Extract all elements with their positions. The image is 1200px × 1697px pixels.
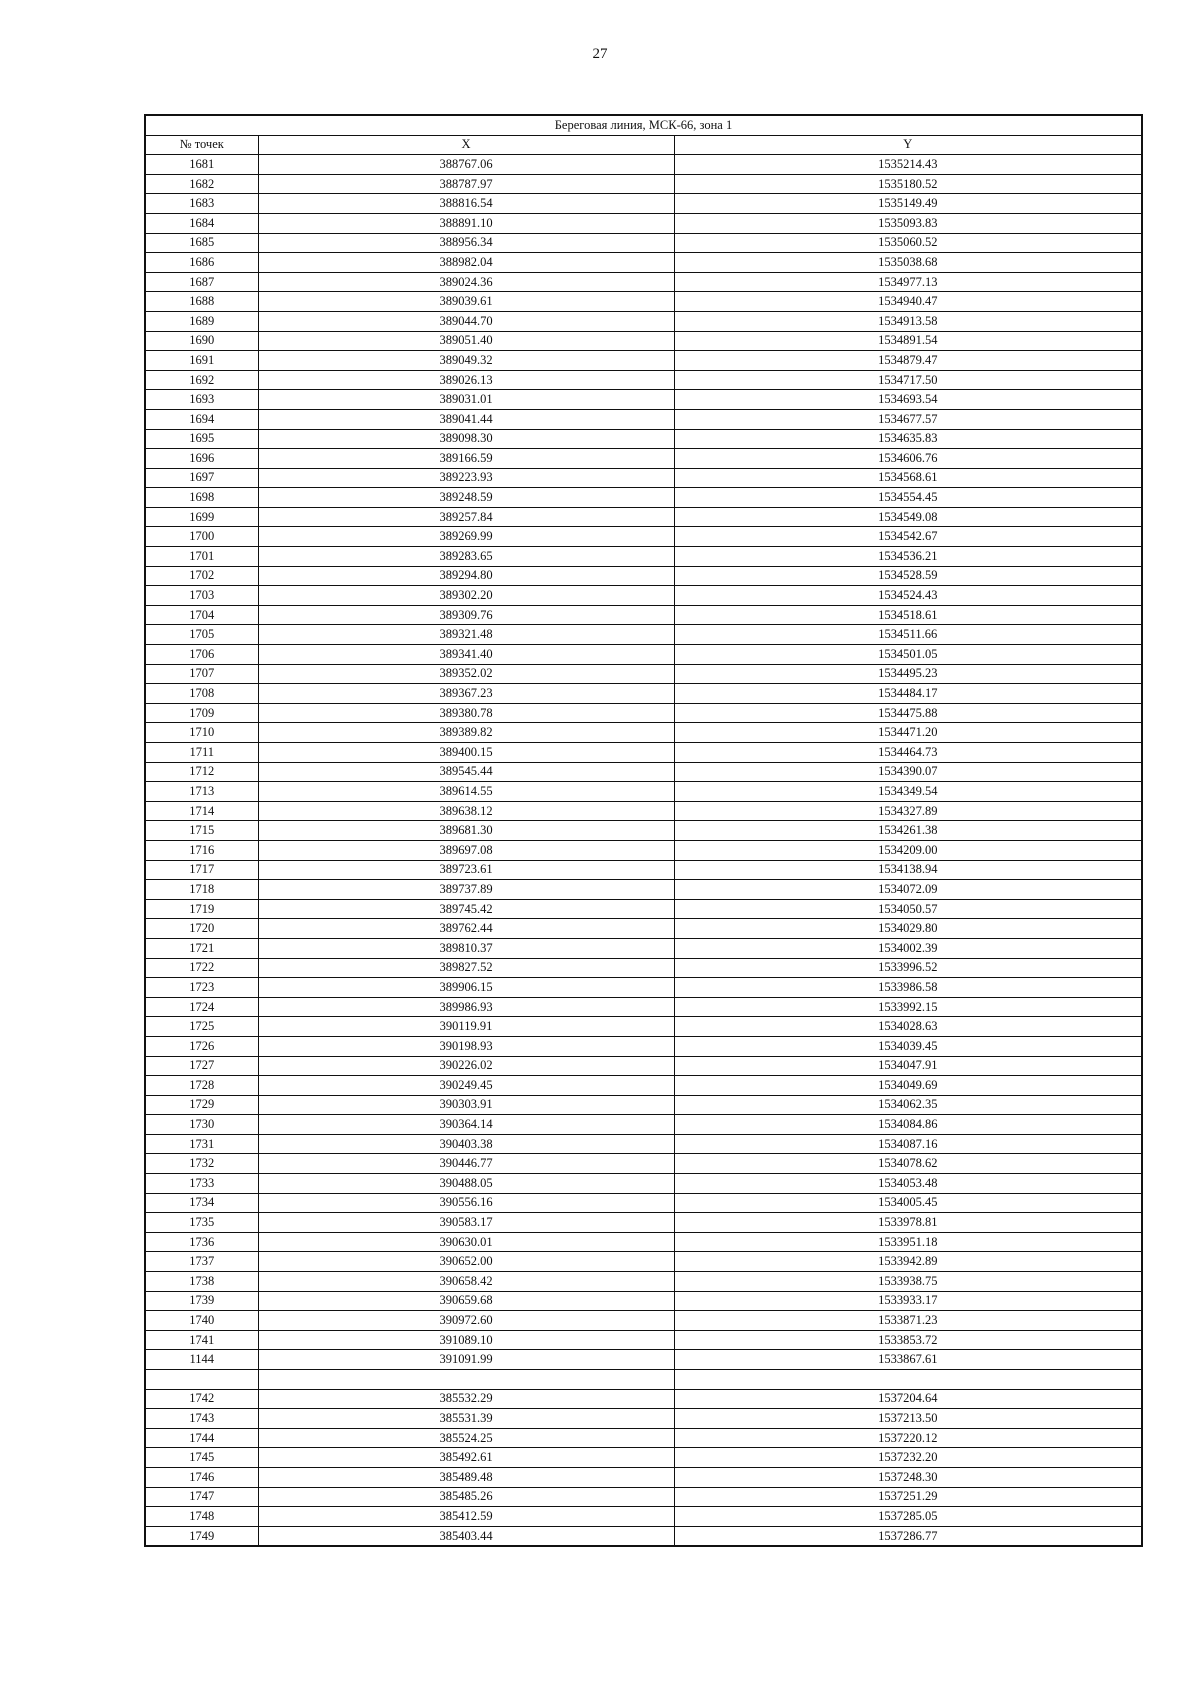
y-coordinate-cell: 1534554.45 <box>674 488 1142 508</box>
y-coordinate-cell: 1534002.39 <box>674 938 1142 958</box>
point-number-cell: 1717 <box>145 860 258 880</box>
coordinates-table <box>144 114 1143 1547</box>
y-coordinate-cell: 1537285.05 <box>674 1507 1142 1527</box>
point-number-cell: 1726 <box>145 1036 258 1056</box>
point-number-cell: 1681 <box>145 155 258 175</box>
x-coordinate-cell: 388787.97 <box>258 174 674 194</box>
table-row <box>145 958 1142 978</box>
y-coordinate-cell: 1534053.48 <box>674 1174 1142 1194</box>
y-coordinate-cell: 1533938.75 <box>674 1272 1142 1292</box>
table-row <box>145 1017 1142 1037</box>
point-number-cell: 1705 <box>145 625 258 645</box>
y-coordinate-cell: 1534028.63 <box>674 1017 1142 1037</box>
y-coordinate-cell: 1534549.08 <box>674 507 1142 527</box>
point-number-cell: 1697 <box>145 468 258 488</box>
table-row <box>145 488 1142 508</box>
table-row <box>145 1409 1142 1429</box>
x-coordinate-cell: 389986.93 <box>258 997 674 1017</box>
table-row <box>145 821 1142 841</box>
y-coordinate-cell: 1533942.89 <box>674 1252 1142 1272</box>
point-number-cell: 1739 <box>145 1291 258 1311</box>
x-coordinate-cell: 390658.42 <box>258 1272 674 1292</box>
y-coordinate-cell: 1534138.94 <box>674 860 1142 880</box>
table-row <box>145 1428 1142 1448</box>
x-coordinate-cell: 389389.82 <box>258 723 674 743</box>
y-coordinate-cell: 1537251.29 <box>674 1487 1142 1507</box>
point-number-cell: 1749 <box>145 1526 258 1546</box>
table-row <box>145 605 1142 625</box>
y-coordinate-cell: 1533978.81 <box>674 1213 1142 1233</box>
table-header-row <box>145 135 1142 155</box>
y-coordinate-cell: 1534005.45 <box>674 1193 1142 1213</box>
y-coordinate-cell: 1534390.07 <box>674 762 1142 782</box>
point-number-cell: 1685 <box>145 233 258 253</box>
table-row <box>145 253 1142 273</box>
y-coordinate-cell: 1534879.47 <box>674 351 1142 371</box>
y-coordinate-cell: 1537286.77 <box>674 1526 1142 1546</box>
y-coordinate-cell: 1537220.12 <box>674 1428 1142 1448</box>
point-number-cell: 1695 <box>145 429 258 449</box>
point-number-cell: 1696 <box>145 449 258 469</box>
table-row <box>145 625 1142 645</box>
table-row <box>145 684 1142 704</box>
point-number-cell: 1682 <box>145 174 258 194</box>
point-number-cell: 1710 <box>145 723 258 743</box>
table-row <box>145 1330 1142 1350</box>
point-number-cell: 1690 <box>145 331 258 351</box>
point-number-cell: 1740 <box>145 1311 258 1331</box>
y-coordinate-cell: 1534635.83 <box>674 429 1142 449</box>
y-coordinate-cell: 1533986.58 <box>674 978 1142 998</box>
x-coordinate-cell: 390226.02 <box>258 1056 674 1076</box>
x-coordinate-cell: 388982.04 <box>258 253 674 273</box>
table-row <box>145 1174 1142 1194</box>
y-coordinate-cell: 1534047.91 <box>674 1056 1142 1076</box>
x-coordinate-cell: 389098.30 <box>258 429 674 449</box>
point-number-cell: 1688 <box>145 292 258 312</box>
table-row <box>145 919 1142 939</box>
point-number-cell: 1703 <box>145 586 258 606</box>
table-row <box>145 1272 1142 1292</box>
x-coordinate-cell: 389049.32 <box>258 351 674 371</box>
x-coordinate-cell: 389400.15 <box>258 743 674 763</box>
x-coordinate-cell: 390652.00 <box>258 1252 674 1272</box>
header-x: X <box>258 135 674 155</box>
y-coordinate-cell: 1534084.86 <box>674 1115 1142 1135</box>
x-coordinate-cell: 390364.14 <box>258 1115 674 1135</box>
y-coordinate-cell: 1537248.30 <box>674 1467 1142 1487</box>
point-number-cell: 1713 <box>145 782 258 802</box>
x-coordinate-cell: 390488.05 <box>258 1174 674 1194</box>
table-row <box>145 449 1142 469</box>
y-coordinate-cell: 1534484.17 <box>674 684 1142 704</box>
page-number: 27 <box>592 46 608 62</box>
table-row <box>145 507 1142 527</box>
table-row <box>145 664 1142 684</box>
table-row <box>145 1487 1142 1507</box>
x-coordinate-cell: 390583.17 <box>258 1213 674 1233</box>
y-coordinate-cell: 1534528.59 <box>674 566 1142 586</box>
x-coordinate-cell: 389044.70 <box>258 311 674 331</box>
y-coordinate-cell: 1534542.67 <box>674 527 1142 547</box>
table-row <box>145 1507 1142 1527</box>
point-number-cell: 1747 <box>145 1487 258 1507</box>
y-coordinate-cell: 1534049.69 <box>674 1076 1142 1096</box>
table-row <box>145 978 1142 998</box>
table-row <box>145 233 1142 253</box>
x-coordinate-cell: 385524.25 <box>258 1428 674 1448</box>
x-coordinate-cell: 389166.59 <box>258 449 674 469</box>
x-coordinate-cell: 389041.44 <box>258 409 674 429</box>
y-coordinate-cell: 1533992.15 <box>674 997 1142 1017</box>
y-coordinate-cell: 1537232.20 <box>674 1448 1142 1468</box>
table-row <box>145 1095 1142 1115</box>
table-title: Береговая линия, МСК-66, зона 1 <box>145 115 1142 135</box>
point-number-cell: 1702 <box>145 566 258 586</box>
table-row <box>145 782 1142 802</box>
point-number-cell: 1144 <box>145 1350 258 1370</box>
table-row <box>145 1056 1142 1076</box>
y-coordinate-cell: 1534511.66 <box>674 625 1142 645</box>
x-coordinate-cell: 391091.99 <box>258 1350 674 1370</box>
x-coordinate-cell: 389257.84 <box>258 507 674 527</box>
x-coordinate-cell: 389321.48 <box>258 625 674 645</box>
point-number-cell: 1689 <box>145 311 258 331</box>
point-number-cell: 1730 <box>145 1115 258 1135</box>
x-coordinate-cell: 390303.91 <box>258 1095 674 1115</box>
point-number-cell: 1741 <box>145 1330 258 1350</box>
point-number-cell: 1684 <box>145 213 258 233</box>
x-coordinate-cell: 389051.40 <box>258 331 674 351</box>
x-coordinate-cell: 388816.54 <box>258 194 674 214</box>
y-coordinate-cell: 1534327.89 <box>674 801 1142 821</box>
x-coordinate-cell: 389294.80 <box>258 566 674 586</box>
x-coordinate-cell: 390556.16 <box>258 1193 674 1213</box>
y-coordinate-cell: 1534693.54 <box>674 390 1142 410</box>
point-number-cell: 1729 <box>145 1095 258 1115</box>
y-coordinate-cell: 1534062.35 <box>674 1095 1142 1115</box>
x-coordinate-cell: 389697.08 <box>258 840 674 860</box>
x-coordinate-cell: 390659.68 <box>258 1291 674 1311</box>
point-number-cell: 1732 <box>145 1154 258 1174</box>
table-row <box>145 1134 1142 1154</box>
point-number-cell: 1698 <box>145 488 258 508</box>
y-coordinate-cell: 1535093.83 <box>674 213 1142 233</box>
point-number-cell: 1716 <box>145 840 258 860</box>
table-row <box>145 174 1142 194</box>
x-coordinate-cell: 389681.30 <box>258 821 674 841</box>
table-row <box>145 1448 1142 1468</box>
x-coordinate-cell: 388767.06 <box>258 155 674 175</box>
point-number-cell: 1723 <box>145 978 258 998</box>
table-row <box>145 1115 1142 1135</box>
x-coordinate-cell: 389827.52 <box>258 958 674 978</box>
y-coordinate-cell: 1533996.52 <box>674 958 1142 978</box>
table-row <box>145 547 1142 567</box>
y-coordinate-cell: 1534471.20 <box>674 723 1142 743</box>
point-number-cell: 1731 <box>145 1134 258 1154</box>
y-coordinate-cell: 1534606.76 <box>674 449 1142 469</box>
point-number-cell: 1745 <box>145 1448 258 1468</box>
y-coordinate-cell: 1534977.13 <box>674 272 1142 292</box>
y-coordinate-cell: 1535149.49 <box>674 194 1142 214</box>
x-coordinate-cell: 385492.61 <box>258 1448 674 1468</box>
point-number-cell: 1727 <box>145 1056 258 1076</box>
y-coordinate-cell: 1534029.80 <box>674 919 1142 939</box>
point-number-cell: 1714 <box>145 801 258 821</box>
y-coordinate-cell: 1535038.68 <box>674 253 1142 273</box>
x-coordinate-cell: 389380.78 <box>258 703 674 723</box>
y-coordinate-cell: 1534717.50 <box>674 370 1142 390</box>
x-coordinate-cell: 389638.12 <box>258 801 674 821</box>
point-number-cell: 1701 <box>145 547 258 567</box>
point-number-cell: 1722 <box>145 958 258 978</box>
point-number-cell: 1728 <box>145 1076 258 1096</box>
point-number-cell: 1711 <box>145 743 258 763</box>
point-number-cell: 1725 <box>145 1017 258 1037</box>
x-coordinate-cell: 390446.77 <box>258 1154 674 1174</box>
y-coordinate-cell: 1534475.88 <box>674 703 1142 723</box>
table-row <box>145 1291 1142 1311</box>
table-row <box>145 1193 1142 1213</box>
y-coordinate-cell: 1534039.45 <box>674 1036 1142 1056</box>
y-coordinate-cell: 1534568.61 <box>674 468 1142 488</box>
table-row <box>145 1213 1142 1233</box>
x-coordinate-cell: 389283.65 <box>258 547 674 567</box>
x-coordinate-cell <box>258 1370 674 1390</box>
point-number-cell <box>145 1370 258 1390</box>
point-number-cell: 1712 <box>145 762 258 782</box>
x-coordinate-cell: 389762.44 <box>258 919 674 939</box>
y-coordinate-cell: 1534913.58 <box>674 311 1142 331</box>
x-coordinate-cell: 389269.99 <box>258 527 674 547</box>
y-coordinate-cell: 1535180.52 <box>674 174 1142 194</box>
table-row <box>145 331 1142 351</box>
x-coordinate-cell: 389341.40 <box>258 645 674 665</box>
x-coordinate-cell: 389614.55 <box>258 782 674 802</box>
y-coordinate-cell: 1534087.16 <box>674 1134 1142 1154</box>
table-row <box>145 311 1142 331</box>
y-coordinate-cell: 1537204.64 <box>674 1389 1142 1409</box>
x-coordinate-cell: 389810.37 <box>258 938 674 958</box>
y-coordinate-cell: 1533951.18 <box>674 1232 1142 1252</box>
y-coordinate-cell: 1534524.43 <box>674 586 1142 606</box>
y-coordinate-cell: 1533871.23 <box>674 1311 1142 1331</box>
table-title-row <box>145 115 1142 135</box>
point-number-cell: 1744 <box>145 1428 258 1448</box>
x-coordinate-cell: 389745.42 <box>258 899 674 919</box>
table-row <box>145 1350 1142 1370</box>
table-row <box>145 1252 1142 1272</box>
y-coordinate-cell: 1534536.21 <box>674 547 1142 567</box>
y-coordinate-cell: 1534495.23 <box>674 664 1142 684</box>
x-coordinate-cell: 385531.39 <box>258 1409 674 1429</box>
x-coordinate-cell: 389039.61 <box>258 292 674 312</box>
y-coordinate-cell: 1535214.43 <box>674 155 1142 175</box>
table-row <box>145 801 1142 821</box>
header-y: Y <box>674 135 1142 155</box>
table-row <box>145 272 1142 292</box>
point-number-cell: 1686 <box>145 253 258 273</box>
table-row <box>145 213 1142 233</box>
x-coordinate-cell: 385532.29 <box>258 1389 674 1409</box>
point-number-cell: 1708 <box>145 684 258 704</box>
y-coordinate-cell: 1533933.17 <box>674 1291 1142 1311</box>
point-number-cell: 1709 <box>145 703 258 723</box>
x-coordinate-cell: 388956.34 <box>258 233 674 253</box>
point-number-cell: 1737 <box>145 1252 258 1272</box>
y-coordinate-cell <box>674 1370 1142 1390</box>
x-coordinate-cell: 389024.36 <box>258 272 674 292</box>
point-number-cell: 1735 <box>145 1213 258 1233</box>
x-coordinate-cell: 388891.10 <box>258 213 674 233</box>
table-row <box>145 155 1142 175</box>
table-row <box>145 703 1142 723</box>
y-coordinate-cell: 1534349.54 <box>674 782 1142 802</box>
y-coordinate-cell: 1535060.52 <box>674 233 1142 253</box>
point-number-cell: 1694 <box>145 409 258 429</box>
table-row <box>145 997 1142 1017</box>
x-coordinate-cell: 389737.89 <box>258 880 674 900</box>
header-point-number: № точек <box>145 135 258 155</box>
point-number-cell: 1704 <box>145 605 258 625</box>
y-coordinate-cell: 1534940.47 <box>674 292 1142 312</box>
x-coordinate-cell: 391089.10 <box>258 1330 674 1350</box>
x-coordinate-cell: 390119.91 <box>258 1017 674 1037</box>
point-number-cell: 1734 <box>145 1193 258 1213</box>
y-coordinate-cell: 1534518.61 <box>674 605 1142 625</box>
point-number-cell: 1718 <box>145 880 258 900</box>
y-coordinate-cell: 1533867.61 <box>674 1350 1142 1370</box>
x-coordinate-cell: 390198.93 <box>258 1036 674 1056</box>
table-row <box>145 468 1142 488</box>
x-coordinate-cell: 389906.15 <box>258 978 674 998</box>
table-row <box>145 860 1142 880</box>
table-row <box>145 840 1142 860</box>
point-number-cell: 1721 <box>145 938 258 958</box>
x-coordinate-cell: 389367.23 <box>258 684 674 704</box>
point-number-cell: 1706 <box>145 645 258 665</box>
table-body <box>145 155 1142 1547</box>
table-row <box>145 1076 1142 1096</box>
table-row <box>145 409 1142 429</box>
table-row <box>145 390 1142 410</box>
y-coordinate-cell: 1534501.05 <box>674 645 1142 665</box>
point-number-cell: 1707 <box>145 664 258 684</box>
table-row <box>145 351 1142 371</box>
table-row <box>145 1389 1142 1409</box>
point-number-cell: 1683 <box>145 194 258 214</box>
x-coordinate-cell: 389026.13 <box>258 370 674 390</box>
table-row <box>145 743 1142 763</box>
point-number-cell: 1743 <box>145 1409 258 1429</box>
y-coordinate-cell: 1534078.62 <box>674 1154 1142 1174</box>
table-row <box>145 1036 1142 1056</box>
x-coordinate-cell: 385412.59 <box>258 1507 674 1527</box>
point-number-cell: 1742 <box>145 1389 258 1409</box>
point-number-cell: 1691 <box>145 351 258 371</box>
point-number-cell: 1724 <box>145 997 258 1017</box>
table-row <box>145 1232 1142 1252</box>
point-number-cell: 1692 <box>145 370 258 390</box>
x-coordinate-cell: 390630.01 <box>258 1232 674 1252</box>
x-coordinate-cell: 389248.59 <box>258 488 674 508</box>
table-row <box>145 194 1142 214</box>
table-row <box>145 645 1142 665</box>
table-row <box>145 586 1142 606</box>
table-row <box>145 370 1142 390</box>
point-number-cell: 1715 <box>145 821 258 841</box>
x-coordinate-cell: 389545.44 <box>258 762 674 782</box>
point-number-cell: 1699 <box>145 507 258 527</box>
x-coordinate-cell: 389031.01 <box>258 390 674 410</box>
table-row <box>145 1154 1142 1174</box>
y-coordinate-cell: 1534050.57 <box>674 899 1142 919</box>
x-coordinate-cell: 390403.38 <box>258 1134 674 1154</box>
point-number-cell: 1736 <box>145 1232 258 1252</box>
table-row <box>145 527 1142 547</box>
table-row <box>145 723 1142 743</box>
point-number-cell: 1746 <box>145 1467 258 1487</box>
x-coordinate-cell: 389223.93 <box>258 468 674 488</box>
point-number-cell: 1748 <box>145 1507 258 1527</box>
y-coordinate-cell: 1534072.09 <box>674 880 1142 900</box>
x-coordinate-cell: 385403.44 <box>258 1526 674 1546</box>
x-coordinate-cell: 389723.61 <box>258 860 674 880</box>
table-row <box>145 1526 1142 1546</box>
point-number-cell: 1700 <box>145 527 258 547</box>
point-number-cell: 1733 <box>145 1174 258 1194</box>
x-coordinate-cell: 389309.76 <box>258 605 674 625</box>
point-number-cell: 1719 <box>145 899 258 919</box>
y-coordinate-cell: 1534464.73 <box>674 743 1142 763</box>
y-coordinate-cell: 1534261.38 <box>674 821 1142 841</box>
y-coordinate-cell: 1534891.54 <box>674 331 1142 351</box>
point-number-cell: 1738 <box>145 1272 258 1292</box>
x-coordinate-cell: 385485.26 <box>258 1487 674 1507</box>
point-number-cell: 1720 <box>145 919 258 939</box>
x-coordinate-cell: 390972.60 <box>258 1311 674 1331</box>
point-number-cell: 1693 <box>145 390 258 410</box>
y-coordinate-cell: 1534677.57 <box>674 409 1142 429</box>
point-number-cell: 1687 <box>145 272 258 292</box>
table-row <box>145 292 1142 312</box>
y-coordinate-cell: 1533853.72 <box>674 1330 1142 1350</box>
table-row <box>145 429 1142 449</box>
table-row <box>145 880 1142 900</box>
x-coordinate-cell: 389352.02 <box>258 664 674 684</box>
table-row <box>145 938 1142 958</box>
table-row <box>145 1370 1142 1390</box>
table-row <box>145 762 1142 782</box>
x-coordinate-cell: 385489.48 <box>258 1467 674 1487</box>
x-coordinate-cell: 389302.20 <box>258 586 674 606</box>
table-row <box>145 1311 1142 1331</box>
table-row <box>145 899 1142 919</box>
x-coordinate-cell: 390249.45 <box>258 1076 674 1096</box>
y-coordinate-cell: 1537213.50 <box>674 1409 1142 1429</box>
table-row <box>145 1467 1142 1487</box>
y-coordinate-cell: 1534209.00 <box>674 840 1142 860</box>
table-row <box>145 566 1142 586</box>
